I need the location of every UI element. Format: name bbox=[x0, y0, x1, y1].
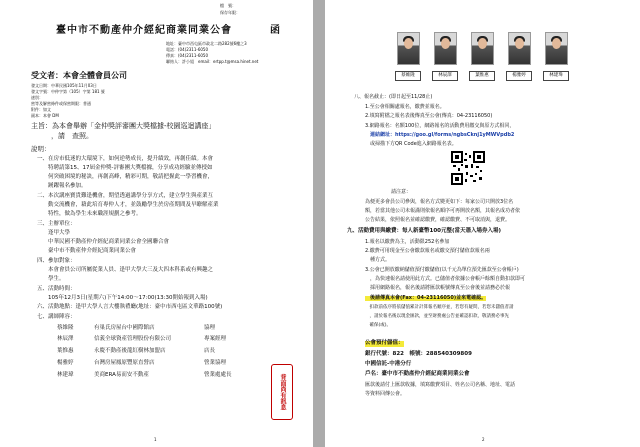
speaker-photo bbox=[545, 32, 568, 65]
speaker-title: 店長 bbox=[204, 348, 216, 354]
speaker-name: 楊雅婷 bbox=[57, 360, 74, 366]
number-line: 發文字號：中仲字第（105）字第 181 號 bbox=[31, 89, 105, 94]
explanation-line: 本會會員公司所屬從業人員、逢甲大學大三及大四本科系或有興趣之 bbox=[37, 267, 214, 273]
speaker-photo-label: 蔡維隆 bbox=[395, 71, 421, 81]
explanation-line: 四、參加對象： bbox=[37, 258, 76, 264]
fee-item: ，為快速報名請使用此方式。已儲值者依據公會帳戶餘額自動扣款即可 bbox=[365, 276, 526, 282]
speaker-photo-label: 葉惟惠 bbox=[469, 71, 495, 81]
speaker-company: 永慶不動產後龍紅樹林加盟店 bbox=[94, 348, 166, 354]
fee-item: ，請於報名後以現金匯款，並至財務處公告並確認扣款，敬請務必事先 bbox=[365, 314, 509, 319]
transfer-note: 匯款後請付上匯款收據，填寫繳費項目、姓名公司名稱、地址、電話 bbox=[365, 382, 516, 388]
speaker-photo bbox=[508, 32, 531, 65]
fee-item: 3.公會已開放繳納儲值預付繳儲值(以千元為單位預先匯款至公會帳戶) bbox=[365, 267, 519, 273]
speaker-company: 台灣房屋鳳原豐原直營店 bbox=[94, 360, 155, 366]
transfer-note: 等資料回傳公會。 bbox=[365, 391, 406, 397]
speaker-title: 營業協理 bbox=[204, 360, 227, 366]
registration-item: 1.至公會相關處報名，繳費並報名。 bbox=[365, 104, 445, 110]
speaker-name: 林辰澤 bbox=[57, 336, 74, 342]
speaker-company: 信義全球資產管理股份有限公司 bbox=[94, 336, 172, 342]
speaker-photo-label: 林辰澤 bbox=[432, 71, 458, 81]
bank-heading: 公會預付儲值： bbox=[365, 340, 404, 346]
notes-heading: 請注意： bbox=[391, 189, 412, 195]
fee-item: 採用網路報名，報名後請將匯款帳號傳真至公會後並請務必於報 bbox=[365, 285, 511, 291]
phone: 電話：(04)2311-6050 bbox=[166, 47, 209, 52]
explanation-line: 動交流機會，藉此培育專仲人才，並鼓勵學生於房產期間及早瞭解產業 bbox=[37, 202, 219, 208]
registration-item: 或掃描下方QR Code進入網路報名表。 bbox=[365, 141, 457, 147]
recipient-label: 受文者：本會全體會員公司 bbox=[31, 71, 127, 80]
note-line: 額，若當其他公司未報滿則依報名順序可再開放名額，其報名成功者依 bbox=[365, 208, 521, 214]
explanation-line: 中華民國不動產仲介經紀商業同業公會全國聯合會 bbox=[37, 239, 170, 245]
fee-item: 確保(或)。 bbox=[365, 323, 392, 328]
speaker-title: 專案經理 bbox=[204, 336, 227, 342]
speaker-photo bbox=[397, 32, 420, 65]
date-line: 發文日期：中華民國105年11月03日 bbox=[31, 83, 97, 88]
explanation-line: 特聘請第15、17屆金仲獎-評審團大獎檔據，分享成功經驗並傳授如 bbox=[37, 165, 213, 171]
explanation-line: 七、講師陣容： bbox=[37, 314, 76, 320]
registration-item: 2.填寫附檔之報名表後傳真至公會(傳真：04-23116050) bbox=[365, 113, 493, 119]
address: 地址：臺中市西屯區市政北二路282號6樓之3 bbox=[166, 41, 247, 46]
explain-label: 說明： bbox=[31, 145, 51, 153]
speaker-name: 葉惟惠 bbox=[57, 348, 74, 354]
speaker-name: 蔡維隆 bbox=[57, 325, 74, 331]
registration-link[interactable]: 連結網址：https://goo.gl/forms/ngbsCknj1yMWVpdb2 bbox=[365, 132, 515, 138]
explanation-line: 105年12月3日(星期六)下午14:00～17:00(13:30開始報到入場) bbox=[37, 295, 208, 301]
qr-code-icon[interactable] bbox=[451, 151, 485, 185]
page-number: 1 bbox=[154, 437, 157, 442]
speaker-company: 有巢氏房屋台中國際館店 bbox=[94, 325, 155, 331]
subject-line-2: ，請 查照。 bbox=[51, 132, 93, 140]
speaker-name: 林建瑋 bbox=[57, 372, 74, 378]
speaker-photo bbox=[434, 32, 457, 65]
explanation-line: 三、主辦單位： bbox=[37, 221, 76, 227]
attachment-line: 附件：如文 bbox=[31, 107, 51, 112]
org-title: 臺中市不動產仲介經紀商業同業公會 bbox=[56, 25, 232, 36]
page-number: 2 bbox=[482, 437, 485, 442]
speaker-title: 營業處處長 bbox=[204, 372, 232, 378]
fee-item: 種方式。 bbox=[365, 257, 391, 263]
explanation-line: 一、在房市低迷的大環境下，如何逆勢成長，提升績效，再創佳績。本會 bbox=[37, 156, 214, 162]
explanation-line: 何突破困境的秘訣，再創高峰，精彩可期，敬請把握此一學習機會， bbox=[37, 174, 214, 180]
fee-item: 1.報名以繳費為主，活動限252名參加 bbox=[365, 239, 450, 245]
note-line: 公告結果，依照報名並確認繳費，確認繳費、不可取消與，退費。 bbox=[365, 217, 511, 223]
registration-item: 3.網路報名：名額100位，網路報名的活動費用繳交與原方式相同， bbox=[365, 123, 515, 129]
speaker-photo bbox=[471, 32, 494, 65]
bank-name: 中國信託-中港分行 bbox=[365, 361, 412, 367]
account-name: 戶名：臺中市不動產仲介經紀商業同業公會 bbox=[365, 371, 470, 377]
doc-type: 函 bbox=[270, 25, 280, 36]
fee-heading: 九、活動費用與繳費：每人新臺幣100元整(當天憑入場券入場) bbox=[347, 228, 502, 234]
explanation-line: 特性，做為學生未來職涯規劃之參考。 bbox=[37, 211, 142, 217]
email: 聯絡人：許小姐 email：ertpp.t@msa.hinet.net bbox=[166, 59, 259, 64]
speed-line: 速別： bbox=[31, 95, 43, 100]
speaker-photo-label: 楊雅婷 bbox=[506, 71, 532, 81]
subject-line-1: 主旨：為本會舉辦「金仲獎評審團大獎檔據-校園巡迴講座」 bbox=[31, 122, 216, 130]
explanation-line: 二、本次講座寶貴難逢機會，期望透過講學分享方式，建立學生與產業互 bbox=[37, 193, 214, 199]
explanation-line: 逢甲大學 bbox=[37, 230, 71, 236]
fee-item: 2.繳費可用現金至公會繳款報名或繳交預付儲值款報名兩 bbox=[365, 248, 490, 254]
explanation-line: 五、活動時間： bbox=[37, 286, 76, 292]
archive-label: 檔 號： bbox=[220, 3, 236, 8]
document-page-2 bbox=[325, 0, 640, 447]
registration-heading: 八、報名截止：(即日起至11/28止) bbox=[354, 94, 433, 100]
speaker-title: 協理 bbox=[204, 325, 216, 331]
cc-line: 副本：本會 DM bbox=[31, 113, 59, 118]
retention-label: 保存年限： bbox=[220, 10, 240, 15]
explanation-line: 踴躍報名參加。 bbox=[37, 183, 87, 189]
explanation-line: 臺中市不動產仲介經紀商業同業公會 bbox=[37, 248, 137, 254]
note-line: 為便更多會員公司參與，報名方式變更如下：每家公司只開放3位名 bbox=[365, 199, 514, 205]
back-side-stamp: 背面尚有訊息 bbox=[271, 364, 293, 420]
fee-item-highlight: 後請傳真本會(Fax：04-23116050)並來電確認。 bbox=[365, 295, 487, 301]
fax: 傳真：(04)2311-6050 bbox=[166, 53, 209, 58]
fee-item: 扣款前依序將依儲值累計計算報名順序並，若您有疑問，若您未儲值者請 bbox=[365, 305, 514, 310]
security-line: 密等及解密條件或保密期限：普通 bbox=[31, 101, 91, 106]
explanation-line: 六、活動地點：逢甲大學人言大樓執禮廳(地址：臺中市西屯區文華路100號) bbox=[37, 304, 223, 310]
speaker-photo-label: 林建瑋 bbox=[543, 71, 569, 81]
speaker-company: 美商ERA易而安不動產 bbox=[94, 372, 149, 378]
explanation-line: 學生。 bbox=[37, 276, 65, 282]
bank-code: 銀行代號：822 帳號：288540309809 bbox=[365, 351, 472, 357]
document-page-1 bbox=[0, 0, 313, 447]
